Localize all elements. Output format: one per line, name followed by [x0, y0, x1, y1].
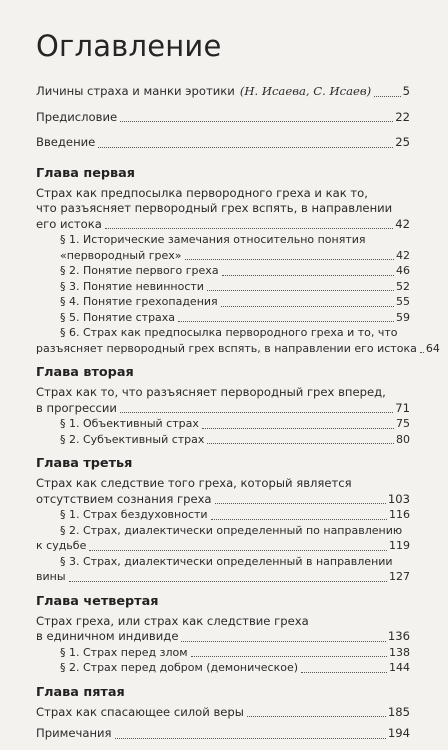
page-number: 116 [389, 508, 410, 521]
entry-text: § 2. Понятие первого греха [60, 264, 219, 277]
toc-entry-ch4-main[interactable] [36, 614, 410, 645]
entry-text-line: Страх как следствие того греха, который является [36, 476, 352, 490]
page-number: 42 [395, 216, 410, 231]
chapter-title-3: Глава третья [36, 456, 133, 471]
entry-text-line: разъясняет первородный грех вспять, в направлении его истока [36, 341, 417, 355]
page-number: 71 [395, 400, 410, 415]
chapter-title-4: Глава четвертая [36, 593, 159, 609]
toc-entry-ch1-sub5[interactable] [36, 310, 410, 326]
entry-text-line: его истока [36, 216, 102, 231]
leader-dots [69, 581, 387, 582]
page-number: 64 [425, 341, 440, 355]
entry-text-line: Страх греха, или страх как следствие греха [36, 613, 309, 628]
chapter-title-2: Глава вторая [36, 365, 134, 380]
page-number: 194 [387, 726, 410, 740]
toc-entry-ch1-sub3[interactable] [36, 279, 410, 295]
entry-text-line: к судьбе [36, 539, 87, 552]
entry-text: § 5. Понятие страха [60, 310, 176, 324]
entry-text: Личины страха и манки эротики [36, 84, 235, 98]
leader-dots [120, 412, 393, 413]
toc-entry-front-3[interactable] [36, 135, 410, 151]
leader-dots [420, 352, 424, 353]
page-number: 75 [396, 417, 410, 430]
page-number: 22 [395, 109, 410, 124]
leader-dots [202, 428, 394, 429]
toc-entry-ch4-sub1[interactable] [36, 645, 410, 661]
entry-text-line: § 6. Страх как предпосылка первородного греха и то, что [60, 326, 398, 339]
entry-text-line: вины [36, 570, 66, 583]
entry-text-line: «первородный грех» [60, 248, 182, 262]
entry-text: Примечания [36, 726, 112, 740]
leader-dots [185, 259, 395, 260]
leader-dots [120, 121, 393, 122]
toc-entry-ch2-sub1[interactable] [36, 416, 410, 432]
leader-dots [207, 443, 394, 444]
page-number: 46 [396, 264, 410, 277]
leader-dots [207, 290, 394, 291]
page-number: 52 [396, 279, 410, 293]
page-number: 25 [395, 135, 410, 149]
toc-entry-ch1-sub2[interactable] [36, 263, 410, 279]
entry-text-line: что разъясняет первородный грех вспять, в направлении [36, 201, 393, 215]
entry-text: § 4. Понятие грехопадения [60, 295, 218, 308]
entry-text-line: в единичном индивиде [36, 629, 179, 643]
entry-text-line: § 3. Страх, диалектически определенный в направлении [60, 554, 393, 568]
chapter-title-5: Глава пятая [36, 684, 125, 700]
leader-dots [247, 716, 386, 717]
entry-text: Предисловие [36, 109, 118, 124]
leader-dots [211, 519, 387, 520]
entry-text: § 1. Страх перед злом [60, 645, 188, 659]
entry-text-line: отсутствием сознания греха [36, 491, 212, 506]
toc-entry-ch3-sub2[interactable] [36, 523, 410, 554]
page-number: 42 [396, 248, 410, 262]
toc-entry-ch1-sub1[interactable] [36, 232, 410, 263]
page-number: 5 [402, 84, 410, 98]
leader-dots [178, 321, 394, 322]
page-number: 144 [389, 661, 410, 674]
toc-entry-ch1-main[interactable] [36, 186, 410, 233]
toc-entry-ch5-main[interactable] [36, 705, 410, 721]
entry-text-line: § 2. Страх, диалектически определенный по направлению [60, 523, 403, 537]
leader-dots [221, 306, 394, 307]
entry-text: Введение [36, 135, 96, 149]
page-number: 138 [389, 645, 410, 659]
chapter-title-1: Глава первая [36, 165, 135, 181]
entry-text: § 1. Объективный страх [60, 417, 199, 430]
entry-text-line: § 1. Исторические замечания относительно понятия [60, 233, 366, 246]
toc-entry-ch3-sub1[interactable] [36, 507, 410, 523]
page-number: 136 [387, 629, 410, 643]
toc-entry-ch3-sub3[interactable] [36, 554, 410, 585]
leader-dots [301, 672, 387, 673]
entry-text: Страх как спасающее силой веры [36, 704, 244, 719]
toc-entry-ch4-sub2[interactable] [36, 660, 410, 676]
page-number: 59 [396, 310, 410, 324]
leader-dots [98, 147, 393, 148]
toc-entry-ch1-sub4[interactable] [36, 294, 410, 310]
entry-text: § 3. Понятие невинности [60, 279, 204, 293]
leader-dots [181, 641, 385, 642]
page-number: 127 [389, 570, 410, 583]
entry-text: § 2. Страх перед добром (демоническое) [60, 661, 299, 674]
entry-text: § 1. Страх бездуховности [60, 508, 208, 521]
toc-entry-ch2-main[interactable] [36, 385, 410, 416]
entry-author: (Н. Исаева, С. Исаев) [239, 84, 372, 98]
page-number: 103 [387, 491, 410, 506]
entry-text-line: Страх как предпосылка первородного греха и как то, [36, 185, 368, 200]
page-number: 119 [389, 539, 410, 552]
page-title: Оглавление [36, 29, 222, 63]
page-number: 55 [396, 295, 410, 308]
leader-dots [374, 96, 400, 97]
toc-entry-ch1-sub6[interactable] [36, 325, 440, 356]
leader-dots [115, 738, 386, 739]
entry-text: § 2. Субъективный страх [60, 432, 205, 446]
toc-entry-ch3-main[interactable] [36, 476, 410, 507]
leader-dots [105, 228, 393, 229]
leader-dots [215, 503, 386, 504]
leader-dots [89, 550, 387, 551]
toc-entry-front-1[interactable] [36, 84, 410, 100]
toc-entry-front-2[interactable] [36, 110, 410, 126]
entry-text-line: в прогрессии [36, 400, 117, 415]
toc-entry-ch2-sub2[interactable] [36, 432, 410, 448]
leader-dots [222, 275, 394, 276]
toc-entry-notes[interactable] [36, 726, 410, 742]
page-number: 185 [387, 704, 410, 719]
entry-text-line: Страх как то, что разъясняет первородный грех вперед, [36, 385, 386, 399]
leader-dots [191, 656, 387, 657]
page-number: 80 [396, 432, 410, 446]
